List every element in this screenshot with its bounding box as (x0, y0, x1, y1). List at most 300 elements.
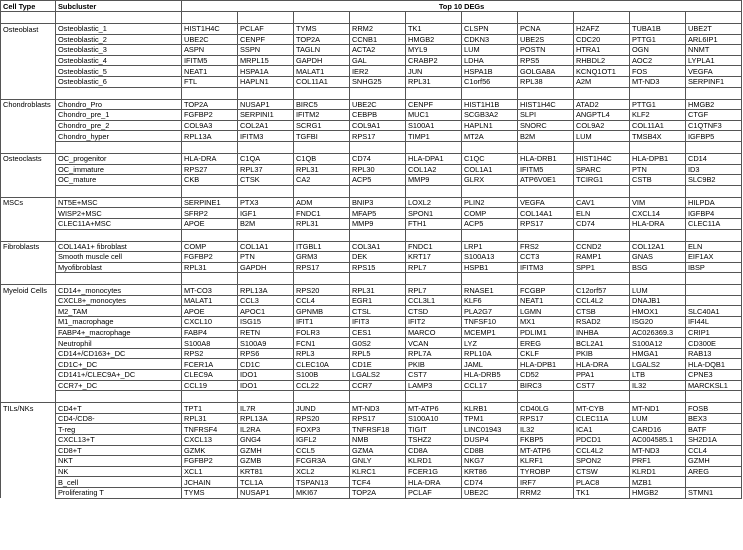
gene-cell: HIST1H4C (518, 99, 574, 110)
gene-cell: TGFBI (294, 131, 350, 142)
spacer-cell (56, 273, 182, 285)
table-row (1, 241, 742, 252)
gene-cell: HMGB2 (630, 487, 686, 498)
gene-cell: IL32 (518, 424, 574, 435)
gene-cell: RPS20 (294, 285, 350, 296)
gene-cell: KRT17 (406, 252, 462, 263)
gene-cell: ISG15 (238, 317, 294, 328)
gene-cell: CTSL (350, 306, 406, 317)
cell-type-label (1, 456, 56, 467)
cell-type-label (1, 252, 56, 263)
gene-cell: IFITM3 (518, 262, 574, 273)
gene-cell: FCER1G (406, 466, 462, 477)
gene-cell: HMGB2 (406, 34, 462, 45)
spacer-cell (406, 391, 462, 403)
gene-cell: KRT81 (238, 466, 294, 477)
spacer-cell (630, 273, 686, 285)
cell-type-label (1, 370, 56, 381)
gene-cell: ACP5 (462, 218, 518, 229)
cell-type-label (1, 348, 56, 359)
gene-cell: UBE2C (182, 34, 238, 45)
gene-cell: C1orf56 (462, 76, 518, 87)
gene-cell: PLIN2 (462, 197, 518, 208)
spacer-cell (182, 87, 238, 99)
subcluster-name: CXCL13+T (56, 435, 182, 446)
cell-type-label (1, 295, 56, 306)
gene-cell: TYMS (182, 487, 238, 498)
gene-cell: GZMH (238, 445, 294, 456)
cell-type-label (1, 218, 56, 229)
gene-cell: B2M (238, 218, 294, 229)
gene-cell: CARD16 (630, 424, 686, 435)
gene-cell: CSTB (630, 175, 686, 186)
gene-cell: CDC20 (574, 34, 630, 45)
gene-cell: RPL30 (350, 164, 406, 175)
gene-cell: BNIP3 (350, 197, 406, 208)
table-row (1, 317, 742, 328)
gene-cell: VEGFA (686, 66, 742, 77)
spacer-cell (686, 273, 742, 285)
spacer-cell (294, 185, 350, 197)
gene-cell: C1QB (294, 153, 350, 164)
spacer-cell (56, 391, 182, 403)
spacer-cell (686, 229, 742, 241)
gene-cell: S100B (294, 370, 350, 381)
spacer-cell (686, 185, 742, 197)
spacer-cell (182, 12, 238, 24)
gene-cell: LOXL2 (406, 197, 462, 208)
table-row (1, 99, 742, 110)
subcluster-name: Proliferating T (56, 487, 182, 498)
gene-cell: COL9A2 (574, 120, 630, 131)
spacer-cell (406, 229, 462, 241)
gene-cell: S100A13 (462, 252, 518, 263)
gene-cell: EIF1AX (686, 252, 742, 263)
gene-cell: NKG7 (462, 456, 518, 467)
gene-cell: SPON1 (406, 208, 462, 219)
gene-cell: SPON2 (574, 456, 630, 467)
subcluster-name: Chondro_pre_1 (56, 110, 182, 121)
spacer-cell (350, 229, 406, 241)
subcluster-name: CLEC11A+MSC (56, 218, 182, 229)
gene-cell: RPL7 (406, 285, 462, 296)
gene-cell: STMN1 (686, 487, 742, 498)
spacer-cell (686, 87, 742, 99)
spacer-cell (350, 141, 406, 153)
spacer-cell (56, 185, 182, 197)
gene-cell: CTSD (406, 306, 462, 317)
gene-cell: MX1 (518, 317, 574, 328)
gene-cell: PTX3 (238, 197, 294, 208)
gene-cell: RPS17 (350, 131, 406, 142)
gene-cell: BSG (630, 262, 686, 273)
subcluster-name: NK (56, 466, 182, 477)
table-row (1, 208, 742, 219)
gene-cell: RPL31 (182, 262, 238, 273)
spacer-cell (238, 273, 294, 285)
gene-cell: RPS5 (518, 55, 574, 66)
gene-cell: VCAN (406, 338, 462, 349)
subcluster-name: B_cell (56, 477, 182, 488)
spacer-cell (462, 273, 518, 285)
gene-cell: CLEC9A (182, 370, 238, 381)
gene-cell: ANGPTL4 (574, 110, 630, 121)
gene-cell: COL3A1 (350, 241, 406, 252)
group-spacer-row (1, 229, 742, 241)
gene-cell: SLPI (518, 110, 574, 121)
gene-cell: CST7 (574, 380, 630, 391)
gene-cell: CD1E (350, 359, 406, 370)
gene-cell: ASPN (182, 45, 238, 56)
gene-cell: XCL1 (182, 466, 238, 477)
gene-cell: COL11A1 (630, 120, 686, 131)
spacer-cell (350, 273, 406, 285)
gene-cell: RPS17 (294, 262, 350, 273)
gene-cell: RPL3 (294, 348, 350, 359)
spacer-cell (462, 87, 518, 99)
gene-cell: PTTG1 (630, 99, 686, 110)
table-row (1, 348, 742, 359)
gene-cell: SERPINF1 (686, 76, 742, 87)
table-row (1, 359, 742, 370)
spacer-cell (238, 185, 294, 197)
gene-cell: SH2D1A (686, 435, 742, 446)
gene-cell: MT-ATP6 (406, 403, 462, 414)
gene-cell: HMGA1 (630, 348, 686, 359)
gene-cell: PCLAF (406, 487, 462, 498)
table-row (1, 403, 742, 414)
table-row (1, 424, 742, 435)
gene-cell: IFIT2 (406, 317, 462, 328)
group-spacer-row (1, 273, 742, 285)
cell-type-label (1, 338, 56, 349)
gene-cell: ID3 (686, 164, 742, 175)
gene-cell: CKLF (518, 348, 574, 359)
gene-cell: CCR7 (350, 380, 406, 391)
gene-cell: CST7 (406, 370, 462, 381)
gene-cell: TOP2A (294, 34, 350, 45)
header-row (1, 1, 742, 12)
subcluster-name: FABP4+_macrophage (56, 327, 182, 338)
subcluster-name: Osteoblastic_5 (56, 66, 182, 77)
gene-cell: CCL4L2 (574, 295, 630, 306)
cell-type-label (1, 45, 56, 56)
gene-cell: HILPDA (686, 197, 742, 208)
spacer-cell (182, 185, 238, 197)
gene-cell: TUBA1B (630, 24, 686, 35)
gene-cell: TPT1 (182, 403, 238, 414)
spacer-cell (238, 391, 294, 403)
gene-cell: GZMH (686, 456, 742, 467)
gene-cell: SLC40A1 (686, 306, 742, 317)
cell-type-label (1, 435, 56, 446)
gene-cell: GOLGA8A (518, 66, 574, 77)
gene-cell: IDO1 (238, 370, 294, 381)
gene-cell: RPL31 (350, 285, 406, 296)
gene-cell: SNHG25 (350, 76, 406, 87)
gene-cell: NUSAP1 (238, 487, 294, 498)
gene-cell: CXCL10 (182, 317, 238, 328)
gene-cell: LUM (462, 45, 518, 56)
spacer-cell (574, 229, 630, 241)
gene-cell: TCF4 (350, 477, 406, 488)
gene-cell: SSPN (238, 45, 294, 56)
gene-cell: GLRX (462, 175, 518, 186)
gene-cell: HLA-DRA (574, 359, 630, 370)
cell-type-label: Myeloid Cells (1, 285, 56, 296)
spacer-cell (406, 273, 462, 285)
gene-cell: COL1A1 (462, 164, 518, 175)
gene-cell: CCND2 (574, 241, 630, 252)
gene-cell: RAB13 (686, 348, 742, 359)
gene-cell: IFITM5 (518, 164, 574, 175)
gene-cell: TYROBP (518, 466, 574, 477)
gene-cell: SPARC (574, 164, 630, 175)
gene-cell: IGFBP4 (686, 208, 742, 219)
subcluster-name: Chondro_Pro (56, 99, 182, 110)
gene-cell: CCL4 (686, 445, 742, 456)
gene-cell: RPS17 (350, 413, 406, 424)
gene-cell: HLA-DRB5 (462, 370, 518, 381)
gene-cell: CD74 (462, 477, 518, 488)
gene-cell: SFRP2 (182, 208, 238, 219)
gene-cell: RPL31 (294, 164, 350, 175)
table-row (1, 24, 742, 35)
spacer-cell (350, 391, 406, 403)
gene-cell: JCHAIN (182, 477, 238, 488)
table-row (1, 456, 742, 467)
gene-cell: HLA-DPB1 (630, 153, 686, 164)
gene-cell: RPL31 (182, 413, 238, 424)
gene-cell: RAMP1 (574, 252, 630, 263)
gene-cell: BCL2A1 (574, 338, 630, 349)
gene-cell: HAPLN1 (238, 76, 294, 87)
gene-cell: TOP2A (350, 487, 406, 498)
gene-cell: RETN (238, 327, 294, 338)
table-row (1, 262, 742, 273)
gene-cell: C12orf57 (574, 285, 630, 296)
table-row (1, 338, 742, 349)
gene-cell: APOE (182, 306, 238, 317)
table-row (1, 487, 742, 498)
gene-cell: PDLIM1 (518, 327, 574, 338)
gene-cell: MUC1 (406, 110, 462, 121)
subcluster-name: Osteoblastic_4 (56, 55, 182, 66)
subcluster-name: CD8+T (56, 445, 182, 456)
gene-cell: MT-ATP6 (518, 445, 574, 456)
gene-cell: FCER1A (182, 359, 238, 370)
gene-cell: RPL10A (462, 348, 518, 359)
gene-cell: MMP9 (350, 218, 406, 229)
gene-cell: TNFRSF4 (182, 424, 238, 435)
gene-cell: DUSP4 (462, 435, 518, 446)
table-row (1, 76, 742, 87)
gene-cell: COL2A1 (238, 120, 294, 131)
gene-cell: SCRG1 (294, 120, 350, 131)
subcluster-name: NT5E+MSC (56, 197, 182, 208)
table-row (1, 175, 742, 186)
gene-cell: NEAT1 (182, 66, 238, 77)
gene-cell: MT-ND3 (630, 445, 686, 456)
gene-cell: B2M (518, 131, 574, 142)
spacer-cell (294, 141, 350, 153)
gene-cell: LGMN (518, 306, 574, 317)
gene-cell: KLRC1 (350, 466, 406, 477)
spacer-cell (630, 12, 686, 24)
gene-cell: KLRD1 (406, 456, 462, 467)
gene-cell: IFITM3 (238, 131, 294, 142)
gene-cell: CCT3 (518, 252, 574, 263)
gene-cell: VIM (630, 197, 686, 208)
gene-cell: CPNE3 (686, 370, 742, 381)
table-row (1, 285, 742, 296)
gene-cell: S100A1 (406, 120, 462, 131)
table-row (1, 370, 742, 381)
spacer-cell (574, 87, 630, 99)
subcluster-name: Osteoblastic_1 (56, 24, 182, 35)
gene-cell: RPS17 (518, 218, 574, 229)
cell-type-label (1, 477, 56, 488)
gene-cell: IER2 (350, 66, 406, 77)
gene-cell: CCL4 (294, 295, 350, 306)
gene-cell: CLEC11A (686, 218, 742, 229)
gene-cell: FGFBP2 (182, 456, 238, 467)
gene-cell: RPS17 (518, 413, 574, 424)
gene-cell: RSAD2 (574, 317, 630, 328)
gene-cell: LDHA (462, 55, 518, 66)
cell-type-label (1, 175, 56, 186)
gene-cell: CDKN3 (462, 34, 518, 45)
gene-cell: LUM (630, 413, 686, 424)
cell-type-label (1, 380, 56, 391)
subcluster-name: CD4-/CD8- (56, 413, 182, 424)
gene-cell: JUN (406, 66, 462, 77)
gene-cell: HLA-DRA (630, 218, 686, 229)
subcluster-name: OC_immature (56, 164, 182, 175)
gene-cell: PLA2G7 (462, 306, 518, 317)
group-spacer-row (1, 391, 742, 403)
spacer-cell (294, 12, 350, 24)
gene-cell: CRABP2 (406, 55, 462, 66)
gene-cell: PPA1 (574, 370, 630, 381)
gene-cell: RPS2 (182, 348, 238, 359)
gene-cell: G0S2 (350, 338, 406, 349)
gene-cell: AC004585.1 (630, 435, 686, 446)
spacer-cell (574, 391, 630, 403)
gene-cell: ICA1 (574, 424, 630, 435)
subcluster-name: OC_progenitor (56, 153, 182, 164)
spacer-cell (1, 12, 56, 24)
subcluster-name: M1_macrophage (56, 317, 182, 328)
gene-cell: TCL1A (238, 477, 294, 488)
cell-type-label: Fibroblasts (1, 241, 56, 252)
gene-cell: DNAJB1 (630, 295, 686, 306)
gene-cell: COL12A1 (630, 241, 686, 252)
gene-cell: GPNMB (294, 306, 350, 317)
gene-cell: FOSB (686, 403, 742, 414)
gene-cell: FRS2 (518, 241, 574, 252)
spacer-cell (350, 12, 406, 24)
gene-cell: HMGB2 (686, 99, 742, 110)
cell-type-label (1, 66, 56, 77)
cell-type-label: Osteoblast (1, 24, 56, 35)
subcluster-name: Myofibroblast (56, 262, 182, 273)
spacer-cell (630, 87, 686, 99)
spacer-cell (574, 273, 630, 285)
gene-cell: LTB (630, 370, 686, 381)
gene-cell: A2M (574, 76, 630, 87)
gene-cell: COMP (182, 241, 238, 252)
gene-cell: SNORC (518, 120, 574, 131)
gene-cell: CD52 (518, 370, 574, 381)
gene-cell: PTTG1 (630, 34, 686, 45)
gene-cell: MARCO (406, 327, 462, 338)
gene-cell: CA2 (294, 175, 350, 186)
gene-cell: CCL3L1 (406, 295, 462, 306)
table-row (1, 327, 742, 338)
gene-cell: CTSW (574, 466, 630, 477)
cell-type-label (1, 413, 56, 424)
gene-cell: C1QTNF3 (686, 120, 742, 131)
gene-cell: TSHZ2 (406, 435, 462, 446)
gene-cell: CCL5 (294, 445, 350, 456)
gene-cell: XCL2 (294, 466, 350, 477)
table-row (1, 153, 742, 164)
gene-cell: COMP (462, 208, 518, 219)
gene-cell: CENPF (238, 34, 294, 45)
table-row (1, 477, 742, 488)
spacer-cell (182, 141, 238, 153)
gene-cell: IFIT1 (294, 317, 350, 328)
spacer-cell (462, 141, 518, 153)
spacer-cell (182, 273, 238, 285)
gene-cell: CD8A (406, 445, 462, 456)
gene-cell: KLRF1 (518, 456, 574, 467)
subcluster-name: NKT (56, 456, 182, 467)
gene-cell: LAMP3 (406, 380, 462, 391)
gene-cell: RNASE1 (462, 285, 518, 296)
gene-cell: TNFRSF18 (350, 424, 406, 435)
gene-cell (686, 477, 742, 488)
gene-cell: COL1A2 (406, 164, 462, 175)
gene-cell: FNDC1 (294, 208, 350, 219)
gene-cell: HLA-DQB1 (686, 359, 742, 370)
gene-cell: PTN (238, 252, 294, 263)
spacer-cell (294, 229, 350, 241)
spacer-cell (630, 185, 686, 197)
spacer-cell (1, 229, 56, 241)
gene-cell: S100A8 (182, 338, 238, 349)
header-cell-type: Cell Type (1, 1, 56, 12)
cell-type-label (1, 327, 56, 338)
table-row (1, 131, 742, 142)
gene-cell: TMSB4X (630, 131, 686, 142)
spacer-cell (238, 87, 294, 99)
gene-cell (686, 295, 742, 306)
gene-cell: AREG (686, 466, 742, 477)
spacer-cell (238, 141, 294, 153)
gene-cell: ACTA2 (350, 45, 406, 56)
cell-type-label: MSCs (1, 197, 56, 208)
gene-cell: NMB (350, 435, 406, 446)
gene-cell: HAPLN1 (462, 120, 518, 131)
spacer-cell (56, 141, 182, 153)
subcluster-name: Neutrophil (56, 338, 182, 349)
spacer-cell (406, 185, 462, 197)
spacer-cell (518, 12, 574, 24)
gene-cell: HSPA1A (238, 66, 294, 77)
gene-cell: CD14 (686, 153, 742, 164)
